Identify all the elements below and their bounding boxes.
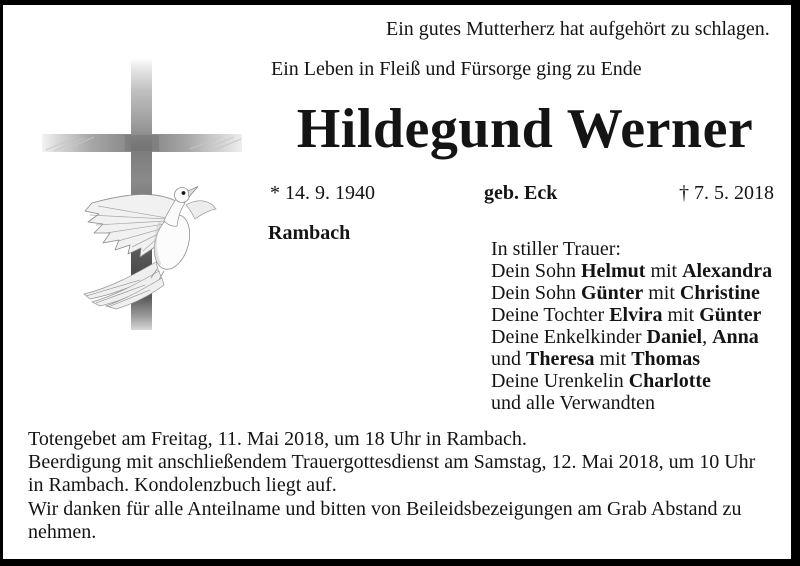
dove-head <box>175 188 190 203</box>
funeral-info-line: Beerdigung mit anschließendem Trauergottesdienst am Samstag, 12. Mai 2018, um 10 Uhr <box>28 451 756 474</box>
funeral-information <box>28 428 755 544</box>
cross-and-dove-artwork <box>40 52 260 337</box>
death-date: † 7. 5. 2018 <box>679 182 774 204</box>
mourning-intro: In stiller Trauer: <box>491 238 621 260</box>
dove-beak <box>188 187 198 198</box>
epigraph-line-2: Ein Leben in Fleiß und Fürsorge ging zu Ende <box>271 58 642 80</box>
mourner-line: und alle Verwandten <box>491 392 656 414</box>
mourner-line: Deine Tochter Elvira mit Günter <box>491 304 762 326</box>
scan-edge-bottom <box>0 559 800 566</box>
residence: Rambach <box>268 222 351 244</box>
mourning-list <box>491 238 772 414</box>
mourner-line: Dein Sohn Günter mit Christine <box>491 282 760 304</box>
deceased-name: Hildegund Werner <box>296 98 754 160</box>
mourner-line: Deine Enkelkinder Daniel, Anna <box>491 326 759 348</box>
funeral-info-line: in Rambach. Kondolenzbuch liegt auf. <box>28 474 337 497</box>
mourner-line: Dein Sohn Helmut mit Alexandra <box>491 260 773 282</box>
epigraph-line-1: Ein gutes Mutterherz hat aufgehört zu schlagen. <box>386 18 770 40</box>
dove-far-wing <box>186 201 216 219</box>
dove-sketch <box>84 187 216 310</box>
birth-date: * 14. 9. 1940 <box>270 182 375 204</box>
funeral-info-line: Totengebet am Freitag, 11. Mai 2018, um 18 Uhr in Rambach. <box>28 428 527 450</box>
scan-edge-top <box>0 0 800 5</box>
cross-center-shading <box>125 135 159 151</box>
scan-edge-right <box>791 0 800 566</box>
maiden-name: geb. Eck <box>484 182 558 204</box>
mourner-line: und Theresa mit Thomas <box>491 348 701 370</box>
dove-eye <box>182 191 186 195</box>
scan-edge-left <box>0 0 3 566</box>
funeral-info-line: Wir danken für alle Anteilname und bitten von Beileidsbezeigungen am Grab Abstand zu <box>28 497 742 520</box>
funeral-info-line: nehmen. <box>28 520 97 543</box>
mourner-line: Deine Urenkelin Charlotte <box>491 370 711 392</box>
